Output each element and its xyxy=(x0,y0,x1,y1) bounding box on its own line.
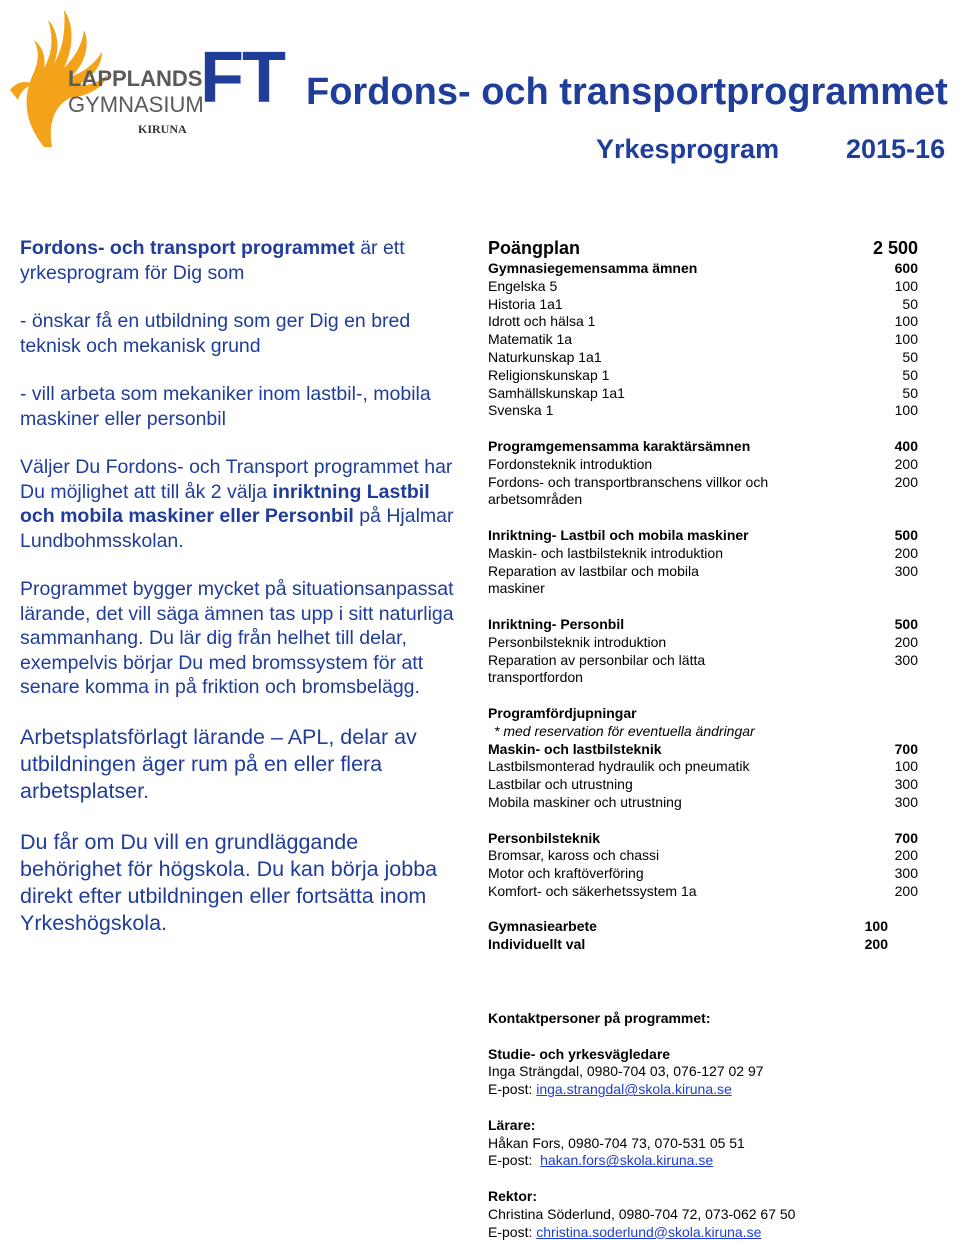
email-link[interactable]: hakan.fors@skola.kiruna.se xyxy=(540,1152,714,1169)
choice-c: på Hjalmar Lundbohmsskolan. xyxy=(20,505,454,552)
contact-3-email: E-post: christina.soderlund@skola.kiruna.se xyxy=(488,1223,762,1240)
inr1-head: Inriktning- Lastbil och mobila maskiner 500 xyxy=(488,526,918,543)
contact-2-email: E-post: hakan.fors@skola.kiruna.se xyxy=(488,1152,714,1169)
plan-head: Poängplan 2 500 xyxy=(488,238,918,258)
mask-head: Maskin- och lastbilsteknik 700 xyxy=(488,740,918,757)
contacts-head: Kontaktpersoner på programmet: xyxy=(488,1010,711,1027)
school-year: 2015-16 xyxy=(846,134,946,164)
list-item: Samhällskunskap 1a1 50 xyxy=(488,384,918,401)
pers-head: Personbilsteknik 700 xyxy=(488,829,918,846)
list-item: Maskin- och lastbilsteknik introduktion 200 xyxy=(488,544,918,561)
list-item: Bromsar, kaross och chassi 200 xyxy=(488,847,918,864)
program-description xyxy=(20,236,460,937)
points-plan xyxy=(488,236,918,1241)
future-paragraph: Du får om Du vill en grundläggande behörighet för högskola. Du kan börja jobba direkt efter utbildningen eller fortsätta inom Yrkeshögskola. xyxy=(20,829,438,935)
list-item: Reparation av lastbilar och mobila maskiner 300 xyxy=(488,562,918,597)
contact-1-role: Studie- och yrkesvägledare xyxy=(488,1045,671,1062)
apl-paragraph: Arbetsplatsförlagt lärande – APL, delar av utbildningen äger rum på en eller flera arbetsplatser. xyxy=(20,724,417,803)
program-code: FT xyxy=(200,38,284,118)
intro-paragraph xyxy=(20,236,460,285)
contact-2-info: Håkan Fors, 0980-704 73, 070-531 05 51 xyxy=(488,1134,745,1151)
list-item: Lastbilar och utrustning 300 xyxy=(488,776,918,793)
method-paragraph: Programmet bygger mycket på situationsanpassat lärande, det vill säga ämnen tas upp i sitt naturliga sammanhang. Du lär dig från helhet till delar, exempelvis börjar Du med bromssystem för att senare komma in på friktion och bromsbelägg. xyxy=(20,578,454,698)
list-item: Historia 1a1 50 xyxy=(488,295,918,312)
lapplands-gymnasium-logo xyxy=(4,2,204,152)
contact-3-role: Rektor: xyxy=(488,1188,538,1205)
logo-text-1: LAPPLANDS xyxy=(68,66,203,91)
bullet-1: - önskar få en utbildning som ger Dig en bred teknisk och mekanisk grund xyxy=(20,310,411,357)
logo-text-3: KIRUNA xyxy=(138,122,187,136)
list-item: Fordonsteknik introduktion 200 xyxy=(488,455,918,472)
choice-b: inriktning Lastbil och mobila maskiner eller Personbil xyxy=(20,480,430,527)
list-item: Engelska 5 100 xyxy=(488,277,918,294)
list-item: Reparation av personbilar och lätta transportfordon 300 xyxy=(488,651,918,686)
prog-head: Programgemensamma karaktärsämnen 400 xyxy=(488,437,918,454)
logo-text-2: GYMNASIUM xyxy=(68,92,204,117)
list-item: Mobila maskiner och utrustning 300 xyxy=(488,793,918,810)
program-type: Yrkesprogram xyxy=(596,134,780,164)
list-item: Motor och kraftöverföring 300 xyxy=(488,865,918,882)
list-item: Naturkunskap 1a1 50 xyxy=(488,348,918,365)
indiv-row: Individuellt val 200 xyxy=(488,936,888,953)
bullet-2: - vill arbeta som mekaniker inom lastbil-, mobila maskiner eller personbil xyxy=(20,383,431,430)
intro-bold: Fordons- och transport programmet xyxy=(20,237,355,259)
list-item: Matematik 1a 100 xyxy=(488,331,918,348)
fordj-head: Programfördjupningar xyxy=(488,704,637,721)
contact-3-info: Christina Söderlund, 0980-704 72, 073-062 67 50 xyxy=(488,1205,796,1222)
gya-row: Gymnasiearbete 100 xyxy=(488,918,888,935)
list-item: Personbilsteknik introduktion 200 xyxy=(488,633,918,650)
choice-paragraph xyxy=(20,455,460,553)
intro-rest: är ett yrkesprogram för Dig som xyxy=(20,237,405,284)
contact-1-info: Inga Strängdal, 0980-704 03, 076-127 02 97 xyxy=(488,1063,764,1080)
fordj-note: * med reservation för eventuella ändringar xyxy=(494,722,755,739)
list-item: Idrott och hälsa 1 100 xyxy=(488,313,918,330)
list-item: Religionskunskap 1 50 xyxy=(488,366,918,383)
choice-a: Väljer Du Fordons- och Transport programmet har Du möjlighet att till åk 2 välja xyxy=(20,456,453,503)
contact-1-email: E-post: inga.strangdal@skola.kiruna.se xyxy=(488,1081,732,1098)
inr2-head: Inriktning- Personbil 500 xyxy=(488,615,918,632)
page-title: Fordons- och transportprogrammet xyxy=(306,71,948,113)
gem-head: Gymnasiegemensamma ämnen 600 xyxy=(488,260,918,276)
list-item: Svenska 1 100 xyxy=(488,402,918,419)
page-header xyxy=(0,0,960,200)
email-link[interactable]: christina.soderlund@skola.kiruna.se xyxy=(536,1223,762,1240)
list-item: Komfort- och säkerhetssystem 1a 200 xyxy=(488,882,918,899)
contact-2-role: Lärare: xyxy=(488,1116,536,1133)
email-link[interactable]: inga.strangdal@skola.kiruna.se xyxy=(536,1081,732,1098)
list-item: Lastbilsmonterad hydraulik och pneumatik 100 xyxy=(488,758,918,775)
list-item: Fordons- och transportbranschens villkor och arbetsområden 200 xyxy=(488,473,918,508)
